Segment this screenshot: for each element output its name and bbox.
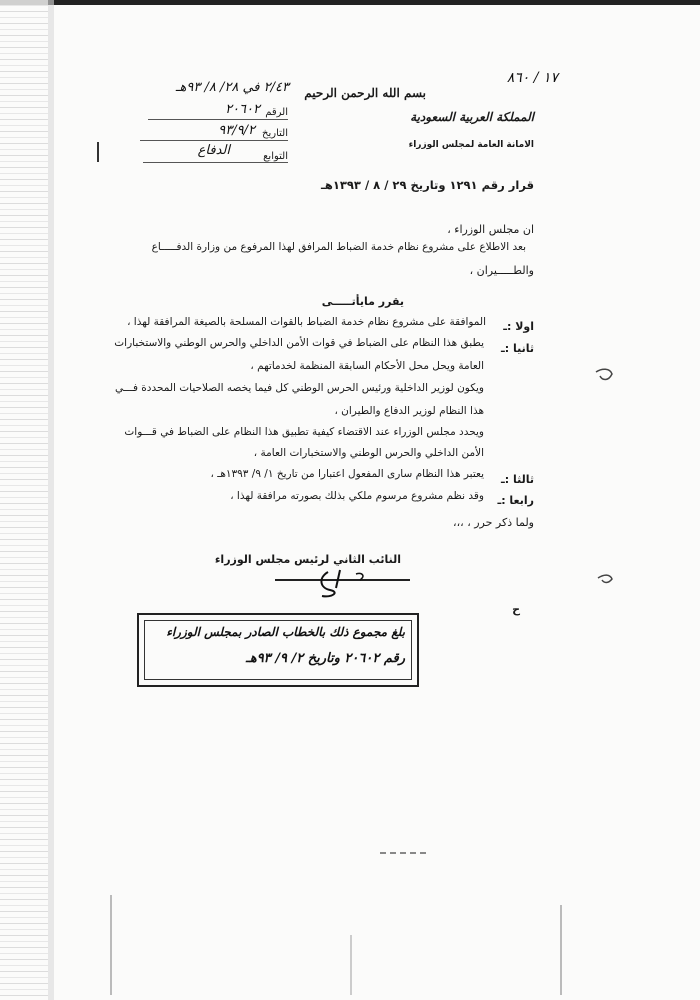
field-underline-attachments [143,162,288,163]
field-label-date: التاريخ [262,128,288,139]
council-stamp [137,613,419,687]
article-2-line-4: هذا النظام لوزير الدفاع والطيران ، [334,405,484,417]
article-2-line-1: يطبق هذا النظام على الضباط في قوات الأمن الداخلي والحرس الوطني والاستخبارات [114,337,484,349]
article-2-line-2: العامة ويحل محل الأحكام السابقة المنظمة لخدماتهم ، [250,360,484,372]
council-secretariat-label: الامانة العامة لمجلس الوزراء [408,140,534,150]
field-label-attachments: التوابع [263,151,288,162]
field-value-attachments: الدفاع [197,143,230,158]
article-2-label: ثانيا :ـ [501,342,534,355]
field-label-number: الرقم [265,107,288,118]
top-handwritten-note: ٢/٤٣ في ٢٨/ ٨/ ٩٣هـ [175,80,289,95]
article-2-line-6: الأمن الداخلي والحرس الوطني والاستخبارات العامة ، [253,447,484,459]
scan-fold-mark [110,895,112,995]
scan-left-shadow [48,0,54,1000]
article-2-line-5: ويحدد مجلس الوزراء عند الاقتضاء كيفية تطبيق هذا النظام على الضباط في قـــوات [124,426,484,438]
field-value-date: ٩٣/٩/٢ [218,123,255,138]
kingdom-logo: المملكة العربية السعودية [410,110,534,124]
signatory-title: النائب الثاني لرئيس مجلس الوزراء [214,553,401,566]
article-3-text: يعتبر هذا النظام سارى المفعول اعتبارا من تاريخ ١/ ٩/ ١٣٩٣هـ ، [210,468,484,480]
article-1-text: الموافقة على مشروع نظام خدمة الضباط بالقوات المسلحة بالصيغة المرافقة لهذا ، [127,316,486,328]
scan-top-edge [0,0,700,5]
handwritten-signature [270,566,420,600]
body-review-line-2: والطـــــيران ، [469,264,534,277]
bottom-dash-line [380,852,426,854]
body-decides-heading: يقرر مايأتـــــى [321,295,404,308]
field-underline-date [140,140,288,141]
margin-scribble [596,572,616,588]
article-1-label: اولا :ـ [503,320,534,333]
closing-line: ولما ذكر حرر ، ،،، [453,516,534,529]
field-underline-number [148,119,288,120]
article-3-label: ثالثا :ـ [501,473,534,486]
scan-left-edge [0,0,48,1000]
side-letter-mark: ح [512,603,520,616]
margin-mark [97,142,99,162]
body-intro: ان مجلس الوزراء ، [447,223,534,236]
stamp-line-1: بلغ مجموع ذلك بالخطاب الصادر بمجلس الوزراء [166,625,405,639]
scan-fold-mark [350,935,352,995]
article-4-text: وقد نظم مشروع مرسوم ملكي بذلك بصورته مرافقة لهذا ، [230,490,484,502]
scan-fold-mark [560,905,562,995]
decision-number-line: قرار رقم ١٢٩١ وتاريخ ٢٩ / ٨ / ١٣٩٣هـ [320,178,534,192]
basmala: بسم الله الرحمن الرحيم [304,86,426,100]
article-4-label: رابعا :ـ [497,494,534,507]
body-review-line-1: بعد الاطلاع على مشروع نظام خدمة الضباط المرافق لهذا المرفوع من وزارة الدفـــــاع [151,241,526,253]
corner-handwritten-number: ١٧ / ٨٦٠ [506,70,558,86]
article-2-line-3: ويكون لوزير الداخلية ورئيس الحرس الوطني كل فيما يخصه الصلاحيات المحددة فـــي [114,382,484,394]
field-value-number: ٢٠٦٠٢ [225,102,260,117]
stamp-line-2: رقم ٢٠٦٠٢ وتاريخ ٢/ ٩/ ٩٣هـ [246,651,405,666]
margin-scribble [594,366,616,386]
